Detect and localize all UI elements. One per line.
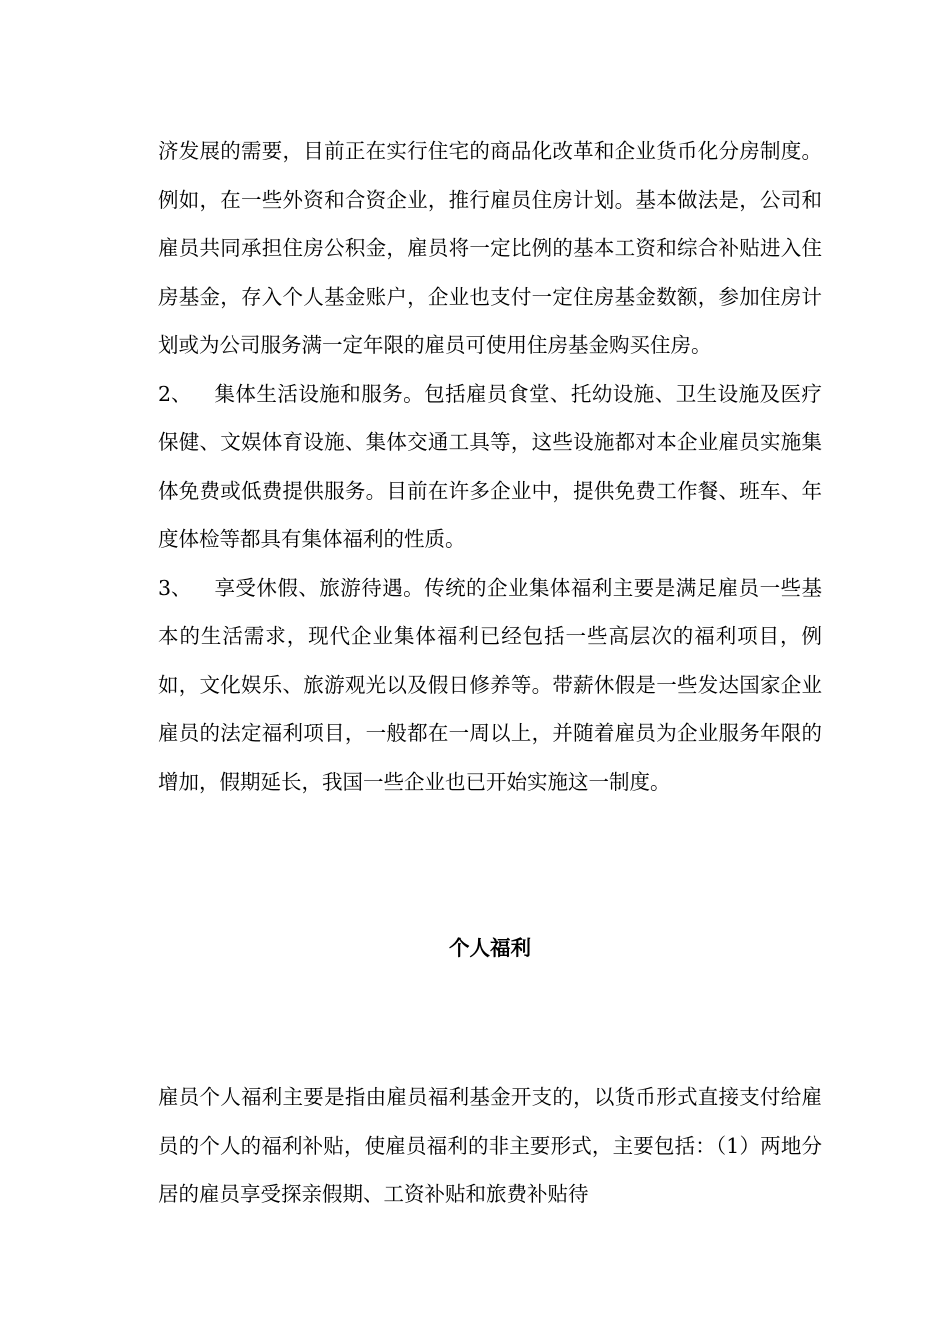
item-number: 3、 <box>158 575 192 600</box>
paragraph-housing-plan <box>158 127 822 370</box>
paragraph-text: 享受休假、旅游待遇。传统的企业集体福利主要是满足雇员一些基本的生活需求，现代企业集体福利已经包括一些高层次的福利项目，例如，文化娱乐、旅游观光以及假日修养等。带薪休假是一些发达国家企业雇员的法定福利项目，一般都在一周以上，并随着雇员为企业服务年限的增加，假期延长，我国一些企业也已开始实施这一制度。 <box>158 575 822 794</box>
body-text-bottom <box>158 1073 822 1219</box>
paragraph-personal-welfare <box>158 1073 822 1219</box>
section-heading: 个人福利 <box>449 936 531 960</box>
body-text-top <box>158 127 822 806</box>
item-number: 2、 <box>158 381 192 406</box>
paragraph-text: 集体生活设施和服务。包括雇员食堂、托幼设施、卫生设施及医疗保健、文娱体育设施、集体交通工具等，这些设施都对本企业雇员实施集体免费或低费提供服务。目前在许多企业中，提供免费工作餐、班车、年度体检等都具有集体福利的性质。 <box>158 381 822 551</box>
paragraph-text: 雇员个人福利主要是指由雇员福利基金开支的，以货币形式直接支付给雇员的个人的福利补贴，使雇员福利的非主要形式，主要包括：（1）两地分居的雇员享受探亲假期、工资补贴和旅费补贴待 <box>158 1085 822 1206</box>
paragraph-item-3 <box>158 564 822 807</box>
paragraph-item-2 <box>158 370 822 564</box>
paragraph-text: 济发展的需要，目前正在实行住宅的商品化改革和企业货币化分房制度。例如，在一些外资和合资企业，推行雇员住房计划。基本做法是，公司和雇员共同承担住房公积金，雇员将一定比例的基本工资和综合补贴进入住房基金，存入个人基金账户，企业也支付一定住房基金数额，参加住房计划或为公司服务满一定年限的雇员可使用住房基金购买住房。 <box>158 139 822 357</box>
